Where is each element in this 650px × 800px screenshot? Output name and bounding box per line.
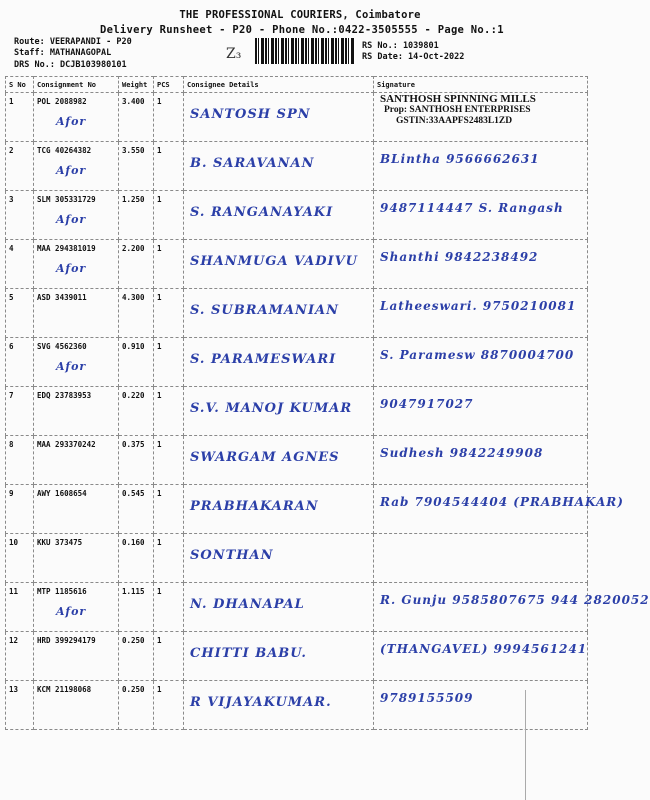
serial-number: 4 — [6, 240, 34, 289]
serial-number: 11 — [6, 583, 34, 632]
company-stamp — [380, 94, 536, 127]
col-weight: Weight — [119, 77, 154, 93]
weight-value: 0.160 — [119, 534, 154, 583]
consignee-details — [184, 387, 374, 436]
table-row — [6, 338, 588, 387]
pcs-value: 1 — [154, 632, 184, 681]
serial-number: 10 — [6, 534, 34, 583]
consignment-code: TCG 40264382 — [37, 146, 92, 155]
consignment-number — [34, 191, 119, 240]
margin-line — [525, 690, 526, 800]
recipient-signature: S. Paramesw 8870004700 — [380, 348, 575, 362]
courier-initial: Afor — [56, 360, 87, 373]
signature-cell — [374, 485, 624, 534]
consignee-name: SANTOSH SPN — [190, 107, 311, 122]
signature-cell — [374, 387, 588, 436]
consignment-number — [34, 338, 119, 387]
weight-value: 0.220 — [119, 387, 154, 436]
consignee-details — [184, 436, 374, 485]
serial-number: 8 — [6, 436, 34, 485]
runsheet-subtitle: Delivery Runsheet - P20 - Phone No.:0422-3505555 - Page No.:1 — [100, 24, 504, 36]
runsheet-title: THE PROFESSIONAL COURIERS, Coimbatore — [179, 9, 421, 21]
consignee-name: SWARGAM AGNES — [190, 450, 340, 465]
pcs-value: 1 — [154, 534, 184, 583]
weight-value: 1.115 — [119, 583, 154, 632]
signature-cell — [374, 289, 588, 338]
table-row — [6, 632, 588, 681]
serial-number: 3 — [6, 191, 34, 240]
consignment-number — [34, 240, 119, 289]
table-row — [6, 681, 588, 730]
consignee-details — [184, 93, 374, 142]
consignee-details — [184, 485, 374, 534]
courier-initial: Afor — [56, 115, 87, 128]
table-row — [6, 583, 588, 632]
serial-number: 6 — [6, 338, 34, 387]
pcs-value: 1 — [154, 142, 184, 191]
col-consignment: Consignment No — [34, 77, 119, 93]
consignment-code: KCM 21198068 — [37, 685, 92, 694]
pcs-value: 1 — [154, 191, 184, 240]
weight-value: 2.200 — [119, 240, 154, 289]
pcs-value: 1 — [154, 485, 184, 534]
consignee-name: SONTHAN — [190, 548, 274, 563]
consignee-name: R VIJAYAKUMAR. — [190, 695, 332, 710]
table-row — [6, 485, 588, 534]
consignment-number — [34, 534, 119, 583]
consignment-code: POL 2088982 — [37, 97, 87, 106]
pcs-value: 1 — [154, 583, 184, 632]
table-header-row — [6, 77, 588, 93]
consignment-number — [34, 681, 119, 730]
col-sno: S No — [6, 77, 34, 93]
signature-cell — [374, 632, 588, 681]
consignee-details — [184, 632, 374, 681]
recipient-signature: 9789155509 — [380, 691, 474, 705]
drs-number: DRS No.: DCJB103980101 — [14, 60, 127, 70]
weight-value: 3.400 — [119, 93, 154, 142]
consignment-code: MTP 1185616 — [37, 587, 87, 596]
consignment-code: HRD 399294179 — [37, 636, 96, 645]
stamp-line3: GSTIN:33AAPFS2483L1ZD — [396, 116, 513, 126]
stamp-line1: SANTHOSH SPINNING MILLS — [380, 93, 536, 105]
signature-cell — [374, 534, 588, 583]
col-pcs: PCS — [154, 77, 184, 93]
consignment-number — [34, 583, 119, 632]
weight-value: 0.545 — [119, 485, 154, 534]
consignment-code: KKU 373475 — [37, 538, 83, 547]
col-consignee: Consignee Details — [184, 77, 374, 93]
weight-value: 1.250 — [119, 191, 154, 240]
stamp-line2: Prop: SANTHOSH ENTERPRISES — [384, 105, 531, 115]
rs-number: RS No.: 1039801 — [362, 41, 439, 51]
consignee-details — [184, 240, 374, 289]
signature-cell — [374, 338, 588, 387]
courier-initial: Afor — [56, 262, 87, 275]
recipient-signature: Sudhesh 9842249908 — [380, 446, 544, 460]
table-row — [6, 240, 588, 289]
serial-number: 7 — [6, 387, 34, 436]
weight-value: 3.550 — [119, 142, 154, 191]
signature-cell — [374, 142, 588, 191]
consignment-code: SLM 305331729 — [37, 195, 96, 204]
serial-number: 12 — [6, 632, 34, 681]
consignee-details — [184, 338, 374, 387]
consignee-details — [184, 191, 374, 240]
consignment-number — [34, 387, 119, 436]
recipient-signature: (THANGAVEL) 9994561241 — [380, 642, 588, 656]
table-row — [6, 436, 588, 485]
consignment-code: ASD 3439011 — [37, 293, 87, 302]
serial-number: 5 — [6, 289, 34, 338]
signature-cell — [374, 93, 588, 142]
courier-initial: Afor — [56, 605, 87, 618]
table-row — [6, 289, 588, 338]
signature-cell — [374, 436, 588, 485]
consignee-name: S. RANGANAYAKI — [190, 205, 334, 220]
recipient-signature: Latheeswari. 9750210081 — [380, 299, 577, 313]
courier-initial: Afor — [56, 164, 87, 177]
recipient-signature: BLintha 9566662631 — [380, 152, 540, 166]
weight-value: 0.250 — [119, 681, 154, 730]
table-row — [6, 93, 588, 142]
staff-label: Staff: MATHANAGOPAL — [14, 48, 112, 58]
col-signature: Signature — [374, 77, 588, 93]
recipient-signature: R. Gunju 9585807675 944 2820052 — [380, 593, 650, 607]
consignment-number — [34, 93, 119, 142]
consignee-name: PRABHAKARAN — [190, 499, 319, 514]
serial-number: 9 — [6, 485, 34, 534]
consignee-name: SHANMUGA VADIVU — [190, 254, 359, 269]
consignee-details — [184, 289, 374, 338]
pcs-value: 1 — [154, 387, 184, 436]
weight-value: 0.250 — [119, 632, 154, 681]
weight-value: 4.300 — [119, 289, 154, 338]
pcs-value: 1 — [154, 93, 184, 142]
table-row — [6, 534, 588, 583]
weight-value: 0.910 — [119, 338, 154, 387]
courier-initial: Afor — [56, 213, 87, 226]
consignment-number — [34, 632, 119, 681]
consignment-number — [34, 485, 119, 534]
consignee-name: N. DHANAPAL — [190, 597, 305, 612]
pcs-value: 1 — [154, 436, 184, 485]
consignee-details — [184, 681, 374, 730]
recipient-signature: Rab 7904544404 (PRABHAKAR) — [380, 495, 624, 509]
consignee-name: S.V. MANOJ KUMAR — [190, 401, 353, 416]
consignment-code: MAA 293370242 — [37, 440, 96, 449]
consignment-number — [34, 289, 119, 338]
consignment-code: SVG 4562360 — [37, 342, 87, 351]
consignee-details — [184, 583, 374, 632]
consignment-code: MAA 294381019 — [37, 244, 96, 253]
serial-number: 1 — [6, 93, 34, 142]
table-row — [6, 387, 588, 436]
handwritten-mark: Z₃ — [226, 46, 242, 62]
rs-date: RS Date: 14-Oct-2022 — [362, 52, 465, 62]
consignee-name: CHITTI BABU. — [190, 646, 307, 661]
signature-cell — [374, 681, 588, 730]
barcode-image — [255, 38, 355, 64]
consignee-name: S. SUBRAMANIAN — [190, 303, 339, 318]
consignment-code: EDQ 23783953 — [37, 391, 92, 400]
pcs-value: 1 — [154, 289, 184, 338]
signature-cell — [374, 583, 650, 632]
consignee-details — [184, 142, 374, 191]
table-row — [6, 142, 588, 191]
signature-cell — [374, 191, 588, 240]
consignment-number — [34, 436, 119, 485]
route-label: Route: VEERAPANDI - P20 — [14, 37, 132, 47]
consignee-name: B. SARAVANAN — [190, 156, 315, 171]
serial-number: 2 — [6, 142, 34, 191]
consignee-name: S. PARAMESWARI — [190, 352, 337, 367]
consignment-code: AWY 1608654 — [37, 489, 87, 498]
pcs-value: 1 — [154, 681, 184, 730]
recipient-signature: 9047917027 — [380, 397, 474, 411]
serial-number: 13 — [6, 681, 34, 730]
pcs-value: 1 — [154, 240, 184, 289]
weight-value: 0.375 — [119, 436, 154, 485]
recipient-signature: Shanthi 9842238492 — [380, 250, 539, 264]
signature-cell — [374, 240, 588, 289]
consignee-details — [184, 534, 374, 583]
pcs-value: 1 — [154, 338, 184, 387]
runsheet-table — [5, 76, 650, 730]
table-row — [6, 191, 588, 240]
recipient-signature: 9487114447 S. Rangash — [380, 201, 564, 215]
consignment-number — [34, 142, 119, 191]
